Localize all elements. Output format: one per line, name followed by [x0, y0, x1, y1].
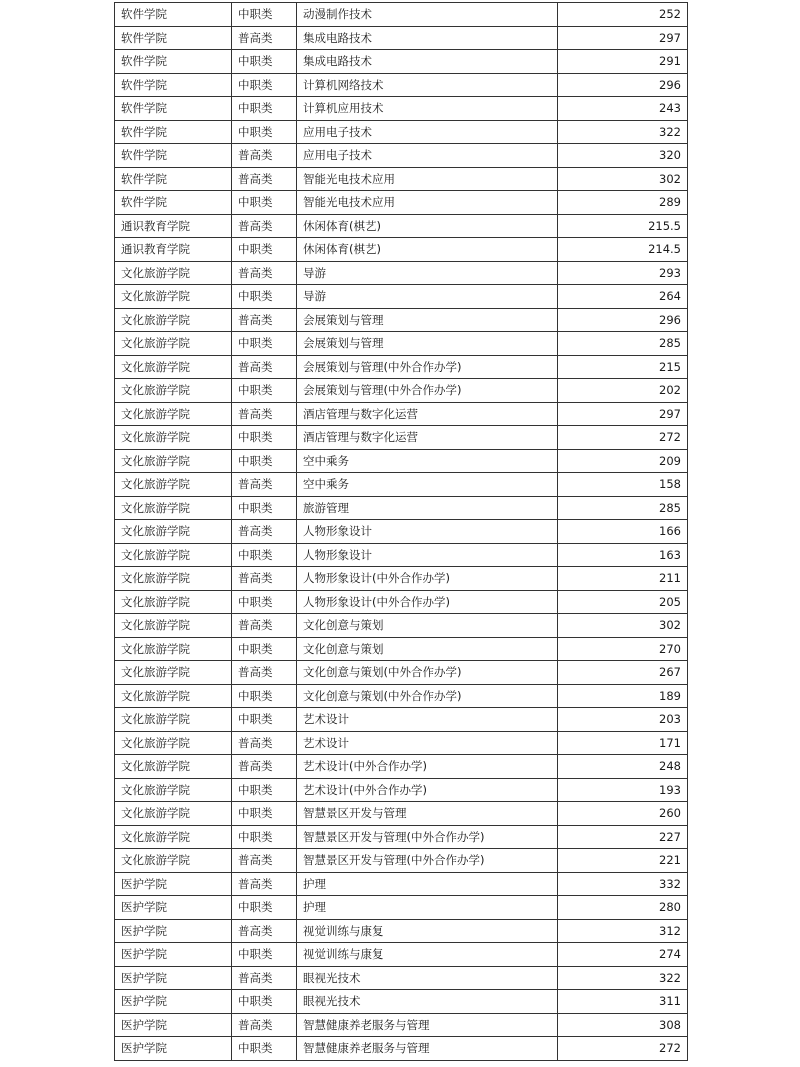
major-cell: 智慧健康养老服务与管理 [297, 1037, 558, 1061]
table-row [115, 896, 688, 920]
major-cell: 集成电路技术 [297, 26, 558, 50]
major-cell: 眼视光技术 [297, 990, 558, 1014]
type-cell: 中职类 [232, 990, 297, 1014]
type-cell: 普高类 [232, 26, 297, 50]
table-row [115, 731, 688, 755]
major-cell: 集成电路技术 [297, 50, 558, 74]
score-cell: 264 [558, 285, 688, 309]
college-cell: 医护学院 [115, 919, 232, 943]
college-cell: 文化旅游学院 [115, 637, 232, 661]
type-cell: 普高类 [232, 214, 297, 238]
type-cell: 中职类 [232, 3, 297, 27]
score-cell: 297 [558, 402, 688, 426]
score-cell: 215.5 [558, 214, 688, 238]
table-row [115, 332, 688, 356]
score-cell: 289 [558, 191, 688, 215]
score-cell: 332 [558, 872, 688, 896]
score-cell: 285 [558, 496, 688, 520]
table-row [115, 214, 688, 238]
type-cell: 中职类 [232, 97, 297, 121]
score-cell: 260 [558, 802, 688, 826]
table-row [115, 708, 688, 732]
major-cell: 文化创意与策划 [297, 637, 558, 661]
major-cell: 计算机应用技术 [297, 97, 558, 121]
table-row [115, 496, 688, 520]
major-cell: 智慧景区开发与管理(中外合作办学) [297, 825, 558, 849]
college-cell: 通识教育学院 [115, 214, 232, 238]
major-cell: 人物形象设计(中外合作办学) [297, 567, 558, 591]
type-cell: 中职类 [232, 802, 297, 826]
college-cell: 文化旅游学院 [115, 308, 232, 332]
score-cell: 227 [558, 825, 688, 849]
major-cell: 艺术设计 [297, 731, 558, 755]
major-cell: 休闲体育(棋艺) [297, 238, 558, 262]
type-cell: 中职类 [232, 543, 297, 567]
major-cell: 智能光电技术应用 [297, 191, 558, 215]
score-cell: 272 [558, 1037, 688, 1061]
table-row [115, 238, 688, 262]
college-cell: 医护学院 [115, 1037, 232, 1061]
major-cell: 空中乘务 [297, 449, 558, 473]
table-row [115, 661, 688, 685]
score-cell: 308 [558, 1013, 688, 1037]
major-cell: 艺术设计(中外合作办学) [297, 778, 558, 802]
type-cell: 普高类 [232, 355, 297, 379]
table-row [115, 73, 688, 97]
score-cell: 270 [558, 637, 688, 661]
type-cell: 普高类 [232, 402, 297, 426]
type-cell: 普高类 [232, 567, 297, 591]
college-cell: 文化旅游学院 [115, 755, 232, 779]
major-cell: 人物形象设计(中外合作办学) [297, 590, 558, 614]
table-row [115, 3, 688, 27]
table-row [115, 449, 688, 473]
major-cell: 艺术设计(中外合作办学) [297, 755, 558, 779]
type-cell: 中职类 [232, 590, 297, 614]
college-cell: 文化旅游学院 [115, 825, 232, 849]
major-cell: 视觉训练与康复 [297, 943, 558, 967]
score-cell: 296 [558, 73, 688, 97]
score-cell: 272 [558, 426, 688, 450]
type-cell: 中职类 [232, 379, 297, 403]
table-row [115, 1013, 688, 1037]
major-cell: 空中乘务 [297, 473, 558, 497]
table-body [115, 3, 688, 1061]
major-cell: 智能光电技术应用 [297, 167, 558, 191]
type-cell: 中职类 [232, 496, 297, 520]
major-cell: 视觉训练与康复 [297, 919, 558, 943]
score-cell: 267 [558, 661, 688, 685]
type-cell: 中职类 [232, 778, 297, 802]
score-cell: 221 [558, 849, 688, 873]
table-row [115, 990, 688, 1014]
major-cell: 会展策划与管理(中外合作办学) [297, 355, 558, 379]
type-cell: 普高类 [232, 167, 297, 191]
major-cell: 会展策划与管理(中外合作办学) [297, 379, 558, 403]
college-cell: 软件学院 [115, 144, 232, 168]
college-cell: 软件学院 [115, 50, 232, 74]
college-cell: 软件学院 [115, 73, 232, 97]
type-cell: 普高类 [232, 661, 297, 685]
college-cell: 文化旅游学院 [115, 708, 232, 732]
college-cell: 文化旅游学院 [115, 614, 232, 638]
college-cell: 文化旅游学院 [115, 261, 232, 285]
major-cell: 动漫制作技术 [297, 3, 558, 27]
college-cell: 软件学院 [115, 26, 232, 50]
table-row [115, 1037, 688, 1061]
type-cell: 普高类 [232, 1013, 297, 1037]
score-cell: 163 [558, 543, 688, 567]
college-cell: 软件学院 [115, 3, 232, 27]
major-cell: 旅游管理 [297, 496, 558, 520]
score-cell: 205 [558, 590, 688, 614]
table-row [115, 261, 688, 285]
major-cell: 智慧健康养老服务与管理 [297, 1013, 558, 1037]
major-cell: 智慧景区开发与管理(中外合作办学) [297, 849, 558, 873]
table-row [115, 966, 688, 990]
college-cell: 文化旅游学院 [115, 496, 232, 520]
college-cell: 文化旅游学院 [115, 802, 232, 826]
major-cell: 应用电子技术 [297, 144, 558, 168]
score-cell: 297 [558, 26, 688, 50]
table-row [115, 26, 688, 50]
college-cell: 文化旅游学院 [115, 402, 232, 426]
table-row [115, 684, 688, 708]
type-cell: 普高类 [232, 261, 297, 285]
table-row [115, 543, 688, 567]
college-cell: 医护学院 [115, 943, 232, 967]
college-cell: 文化旅游学院 [115, 379, 232, 403]
college-cell: 文化旅游学院 [115, 332, 232, 356]
major-cell: 文化创意与策划 [297, 614, 558, 638]
table-row [115, 614, 688, 638]
table-row [115, 872, 688, 896]
type-cell: 普高类 [232, 755, 297, 779]
score-cell: 202 [558, 379, 688, 403]
type-cell: 中职类 [232, 120, 297, 144]
score-cell: 158 [558, 473, 688, 497]
major-cell: 文化创意与策划(中外合作办学) [297, 661, 558, 685]
major-cell: 酒店管理与数字化运营 [297, 402, 558, 426]
major-cell: 会展策划与管理 [297, 308, 558, 332]
table-row [115, 379, 688, 403]
score-cell: 203 [558, 708, 688, 732]
college-cell: 软件学院 [115, 120, 232, 144]
type-cell: 中职类 [232, 285, 297, 309]
score-cell: 311 [558, 990, 688, 1014]
college-cell: 医护学院 [115, 966, 232, 990]
table-row [115, 473, 688, 497]
type-cell: 中职类 [232, 825, 297, 849]
table-row [115, 355, 688, 379]
major-cell: 艺术设计 [297, 708, 558, 732]
type-cell: 中职类 [232, 426, 297, 450]
score-cell: 322 [558, 966, 688, 990]
score-cell: 293 [558, 261, 688, 285]
score-cell: 296 [558, 308, 688, 332]
score-cell: 166 [558, 520, 688, 544]
score-cell: 280 [558, 896, 688, 920]
score-cell: 243 [558, 97, 688, 121]
type-cell: 中职类 [232, 708, 297, 732]
table-row [115, 778, 688, 802]
type-cell: 中职类 [232, 50, 297, 74]
college-cell: 文化旅游学院 [115, 543, 232, 567]
college-cell: 文化旅游学院 [115, 590, 232, 614]
type-cell: 普高类 [232, 473, 297, 497]
college-cell: 医护学院 [115, 990, 232, 1014]
major-cell: 导游 [297, 261, 558, 285]
table-row [115, 402, 688, 426]
table-row [115, 849, 688, 873]
table-row [115, 144, 688, 168]
college-cell: 文化旅游学院 [115, 355, 232, 379]
table-row [115, 919, 688, 943]
score-cell: 214.5 [558, 238, 688, 262]
major-cell: 护理 [297, 896, 558, 920]
major-cell: 文化创意与策划(中外合作办学) [297, 684, 558, 708]
table-row [115, 426, 688, 450]
type-cell: 普高类 [232, 614, 297, 638]
type-cell: 中职类 [232, 684, 297, 708]
type-cell: 普高类 [232, 520, 297, 544]
table-row [115, 567, 688, 591]
type-cell: 普高类 [232, 966, 297, 990]
table-row [115, 191, 688, 215]
type-cell: 中职类 [232, 332, 297, 356]
score-cell: 171 [558, 731, 688, 755]
major-cell: 人物形象设计 [297, 520, 558, 544]
type-cell: 中职类 [232, 1037, 297, 1061]
college-cell: 医护学院 [115, 872, 232, 896]
college-cell: 文化旅游学院 [115, 473, 232, 497]
table-row [115, 308, 688, 332]
score-cell: 302 [558, 167, 688, 191]
type-cell: 中职类 [232, 449, 297, 473]
college-cell: 文化旅游学院 [115, 426, 232, 450]
table-row [115, 285, 688, 309]
major-cell: 智慧景区开发与管理 [297, 802, 558, 826]
college-cell: 医护学院 [115, 1013, 232, 1037]
major-cell: 导游 [297, 285, 558, 309]
score-cell: 209 [558, 449, 688, 473]
type-cell: 普高类 [232, 872, 297, 896]
table-row [115, 637, 688, 661]
type-cell: 普高类 [232, 308, 297, 332]
college-cell: 文化旅游学院 [115, 520, 232, 544]
table-row [115, 520, 688, 544]
type-cell: 中职类 [232, 637, 297, 661]
college-cell: 软件学院 [115, 97, 232, 121]
college-cell: 软件学院 [115, 191, 232, 215]
score-cell: 322 [558, 120, 688, 144]
score-cell: 211 [558, 567, 688, 591]
score-cell: 252 [558, 3, 688, 27]
college-cell: 文化旅游学院 [115, 684, 232, 708]
college-cell: 文化旅游学院 [115, 731, 232, 755]
college-cell: 文化旅游学院 [115, 778, 232, 802]
score-cell: 291 [558, 50, 688, 74]
type-cell: 中职类 [232, 943, 297, 967]
major-cell: 眼视光技术 [297, 966, 558, 990]
score-cell: 312 [558, 919, 688, 943]
score-table [114, 2, 688, 1061]
table-row [115, 167, 688, 191]
major-cell: 休闲体育(棋艺) [297, 214, 558, 238]
score-cell: 274 [558, 943, 688, 967]
type-cell: 普高类 [232, 919, 297, 943]
score-cell: 189 [558, 684, 688, 708]
college-cell: 文化旅游学院 [115, 661, 232, 685]
table-row [115, 755, 688, 779]
table-row [115, 943, 688, 967]
college-cell: 文化旅游学院 [115, 849, 232, 873]
table-row [115, 802, 688, 826]
table-row [115, 590, 688, 614]
table-row [115, 825, 688, 849]
type-cell: 中职类 [232, 73, 297, 97]
college-cell: 软件学院 [115, 167, 232, 191]
score-cell: 215 [558, 355, 688, 379]
college-cell: 文化旅游学院 [115, 567, 232, 591]
major-cell: 应用电子技术 [297, 120, 558, 144]
type-cell: 中职类 [232, 896, 297, 920]
table-row [115, 50, 688, 74]
score-cell: 193 [558, 778, 688, 802]
score-cell: 285 [558, 332, 688, 356]
college-cell: 医护学院 [115, 896, 232, 920]
type-cell: 普高类 [232, 849, 297, 873]
type-cell: 普高类 [232, 144, 297, 168]
score-cell: 302 [558, 614, 688, 638]
major-cell: 会展策划与管理 [297, 332, 558, 356]
type-cell: 中职类 [232, 191, 297, 215]
major-cell: 护理 [297, 872, 558, 896]
college-cell: 通识教育学院 [115, 238, 232, 262]
score-cell: 320 [558, 144, 688, 168]
table-row [115, 97, 688, 121]
college-cell: 文化旅游学院 [115, 285, 232, 309]
major-cell: 人物形象设计 [297, 543, 558, 567]
table-row [115, 120, 688, 144]
score-cell: 248 [558, 755, 688, 779]
college-cell: 文化旅游学院 [115, 449, 232, 473]
type-cell: 中职类 [232, 238, 297, 262]
type-cell: 普高类 [232, 731, 297, 755]
major-cell: 酒店管理与数字化运营 [297, 426, 558, 450]
major-cell: 计算机网络技术 [297, 73, 558, 97]
